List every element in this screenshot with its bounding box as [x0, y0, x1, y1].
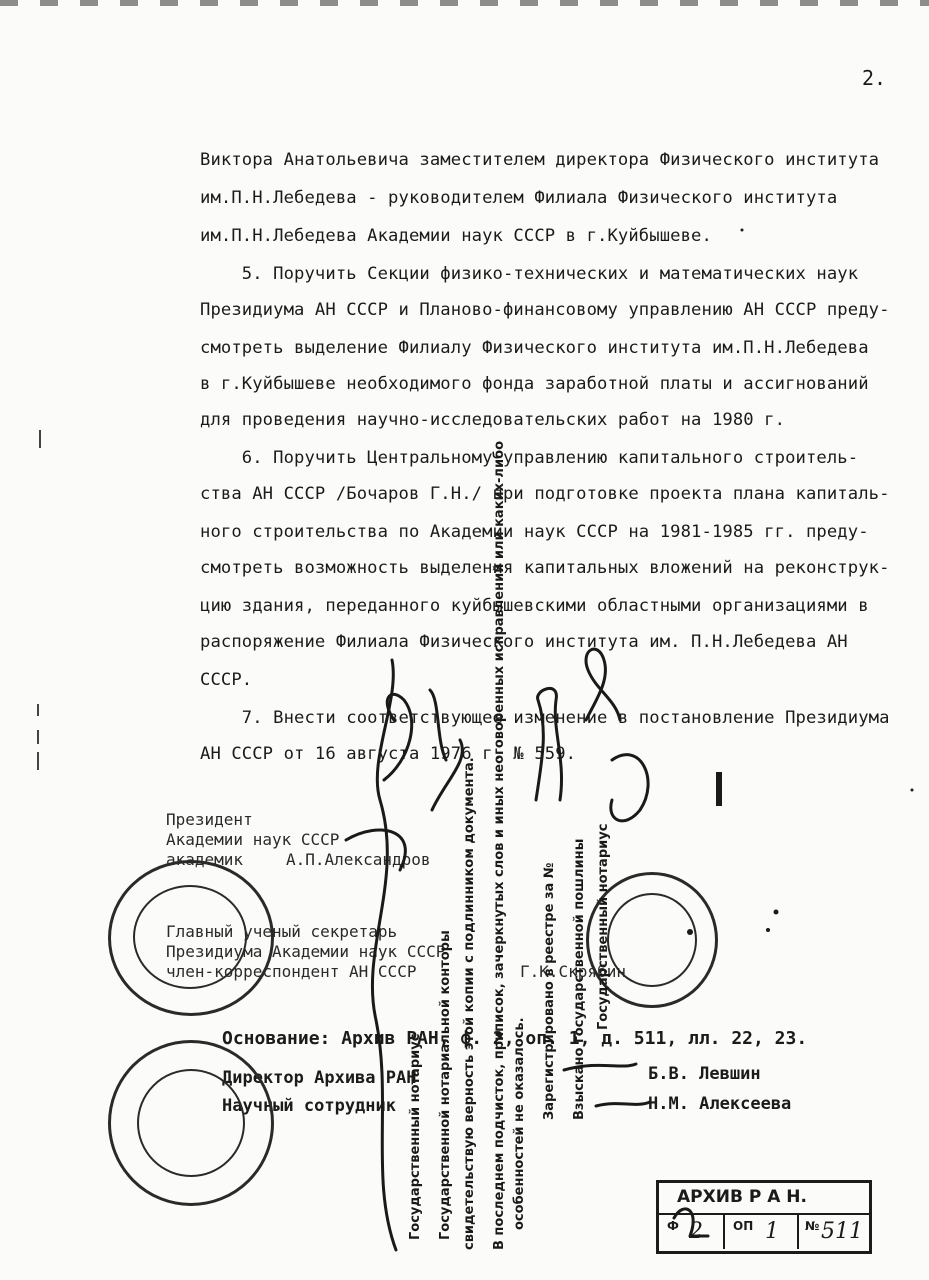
body-line: в г.Куйбышеве необходимого фонда заработной платы и ассигнований: [200, 374, 869, 394]
secretary-org: Президиума Академии наук СССР: [166, 942, 446, 961]
president-title: Президент: [166, 810, 253, 829]
notary-vertical-line: Государственный нотариус: [408, 1033, 423, 1240]
archive-fond-cell: [659, 1215, 725, 1249]
notary-vertical-line: свидетельствую верность этой копии с подлинником документа.: [462, 757, 477, 1250]
body-line: ного строительства по Академии наук СССР на 1981-1985 гг. преду-: [200, 522, 869, 542]
notary-vertical-line: Взыскано государственной пошлины: [572, 838, 587, 1120]
notary-vertical-line: В последнем подчисток, приписок, зачеркнутых слов и иных неоговоренных исправлений или каких-либо: [492, 440, 507, 1250]
body-line: смотреть возможность выделения капитальных вложений на реконструк-: [200, 558, 890, 578]
archive-stamp-title: АРХИВ Р А Н.: [677, 1187, 807, 1207]
notary-vertical-line: Государственной нотариальной конторы: [438, 930, 453, 1240]
president-name-prefix: академик: [166, 850, 244, 869]
archive-round-stamp-inner: [137, 1069, 245, 1177]
body-line: Президиума АН СССР и Планово-финансовому управлению АН СССР преду-: [200, 300, 890, 320]
scan-edge: [0, 0, 929, 6]
archive-fond-value: 2: [689, 1219, 703, 1244]
secretary-name: Г.К.Скрябин: [520, 962, 626, 981]
notary-vertical-line: особенностей не оказалось.: [512, 1017, 527, 1230]
notary-round-stamp-inner: [607, 893, 697, 987]
researcher-signature: [596, 1102, 650, 1106]
body-line: Виктора Анатольевича заместителем директора Физического института: [200, 150, 880, 170]
secretary-title: Главный ученый секретарь: [166, 922, 398, 941]
archive-opis-cell: [725, 1215, 799, 1249]
basis-line: Основание: Архив РАН, ф. 2, оп. 1, д. 511, лл. 22, 23.: [222, 1028, 808, 1049]
director-label: Директор Архива РАН: [222, 1068, 417, 1088]
body-line: 6. Поручить Центральному управлению капитального строитель-: [200, 448, 859, 468]
archive-delo-cell: [799, 1215, 865, 1249]
archive-delo-value: 511: [821, 1219, 863, 1244]
body-line: им.П.Н.Лебедева - руководителем Филиала Физического института: [200, 188, 838, 208]
body-line: распоряжение Филиала Физического института им. П.Н.Лебедева АН: [200, 632, 848, 652]
director-name: Б.В. Левшин: [648, 1064, 761, 1084]
archive-ran-stamp: [656, 1180, 872, 1254]
body-line: 7. Внести соответствующее изменение в постановление Президиума: [200, 708, 890, 728]
secretary-rank: член-корреспондент АН СССР: [166, 962, 417, 981]
body-line: смотреть выделение Филиалу Физического института им.П.Н.Лебедева: [200, 338, 869, 358]
body-line: СССР.: [200, 670, 253, 690]
archive-opis-value: 1: [765, 1219, 779, 1244]
body-line: ства АН СССР /Бочаров Г.Н./ при подготовке проекта плана капиталь-: [200, 484, 890, 504]
president-org: Академии наук СССР: [166, 830, 340, 849]
notary-vertical-line: Зарегистрировано в реестре за №: [542, 862, 557, 1120]
researcher-label: Научный сотрудник: [222, 1096, 396, 1116]
researcher-name: Н.М. Алексеева: [648, 1094, 792, 1114]
upper-round-stamp: [108, 860, 274, 1016]
archive-round-stamp: [108, 1040, 274, 1206]
archive-stamp-row: [659, 1213, 869, 1249]
page-number: 2.: [862, 66, 887, 90]
notary-vertical-line: Государственный нотариус: [596, 823, 611, 1030]
body-line: им.П.Н.Лебедева Академии наук СССР в г.Куйбышеве.: [200, 226, 712, 246]
upper-round-stamp-inner: [133, 885, 247, 989]
president-name: А.П.Александров: [286, 850, 431, 869]
body-line: цию здания, переданного куйбышевскими областными организациями в: [200, 596, 869, 616]
archive-opis-label: ОП: [733, 1219, 754, 1233]
archive-delo-label: №: [805, 1219, 820, 1233]
body-line: для проведения научно-исследовательских работ на 1980 г.: [200, 410, 786, 430]
body-line: АН СССР от 16 августа 1976 г. № 559.: [200, 744, 577, 764]
body-line: 5. Поручить Секции физико-технических и математических наук: [200, 264, 859, 284]
archive-fond-label: Ф: [667, 1219, 679, 1233]
